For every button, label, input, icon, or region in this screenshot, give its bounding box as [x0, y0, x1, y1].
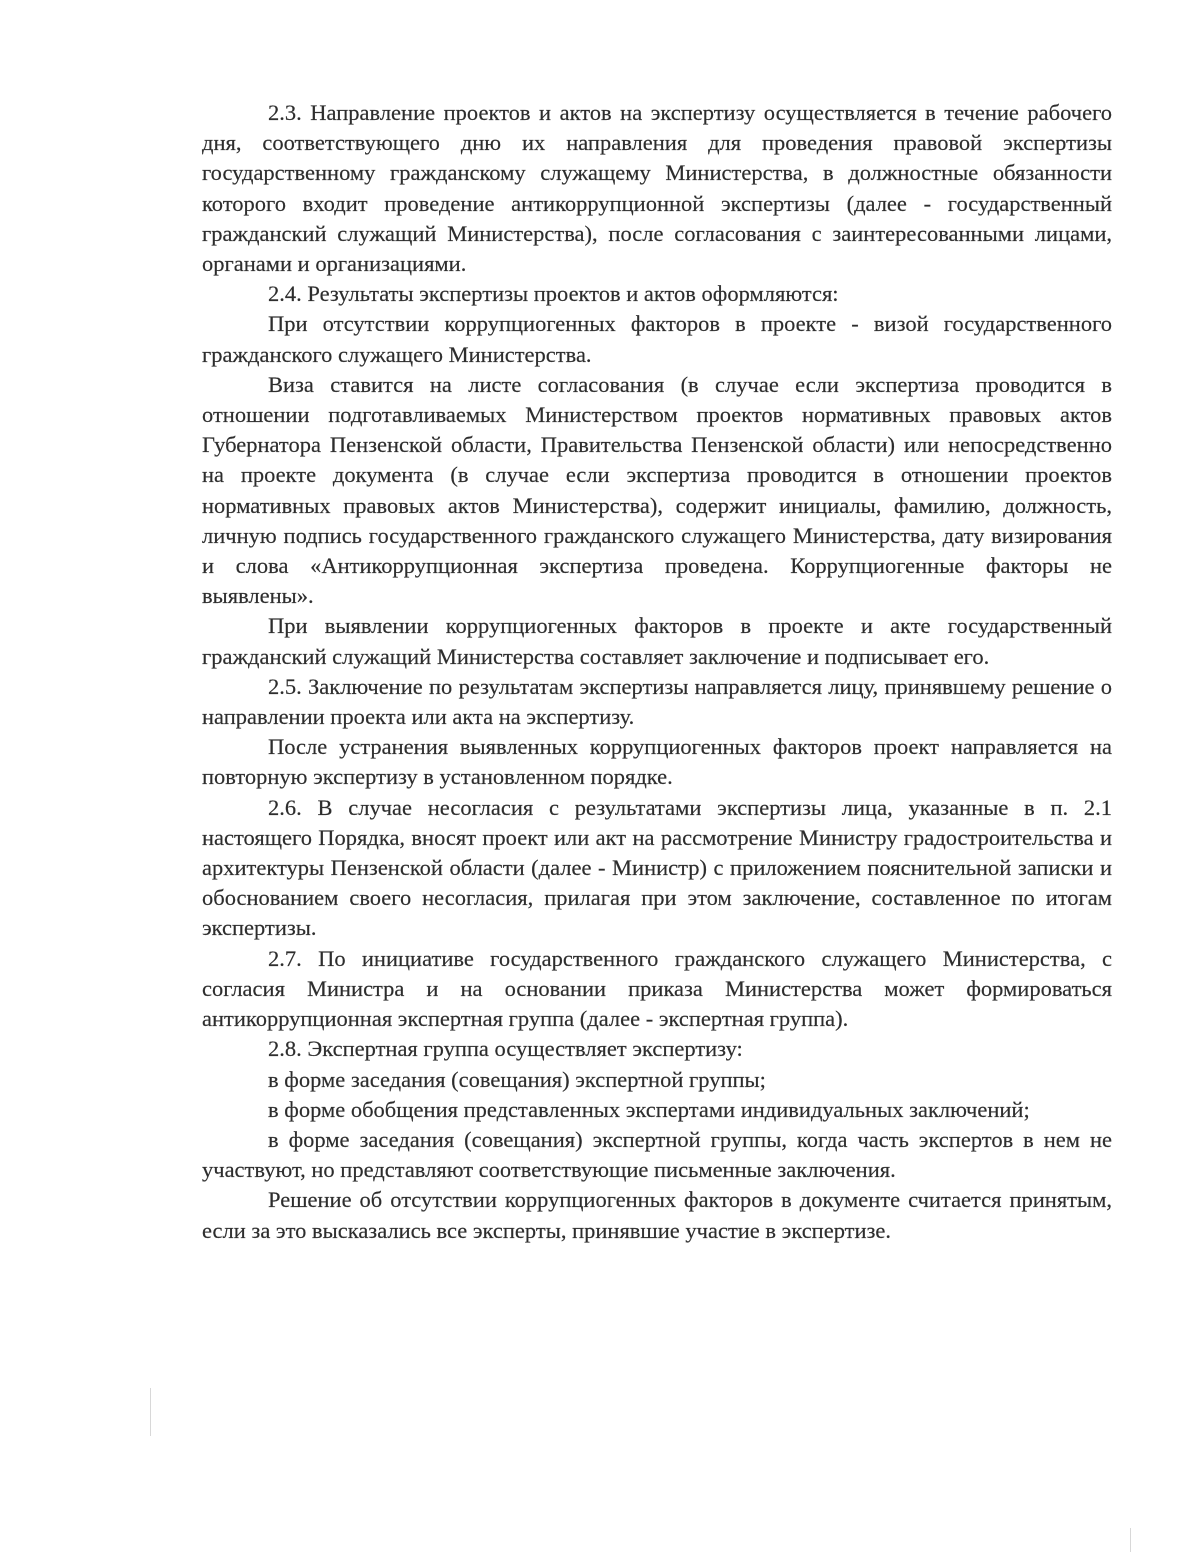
scan-edge-mark — [150, 1388, 151, 1436]
paragraph-no-factors: При отсутствии коррупциогенных факторов в проекте - визой государственного гражданского служащего Министерства. — [202, 311, 1112, 367]
document-body — [202, 98, 1112, 1246]
paragraph-factors-found: При выявлении коррупциогенных факторов в проекте и акте государственный гражданский служащий Министерства составляет заключение и подписывает его. — [202, 613, 1112, 669]
paragraph-2-5: 2.5. Заключение по результатам экспертизы направляется лицу, принявшему решение о направлении проекта или акта на экспертизу. — [202, 673, 1112, 730]
paragraph-visa: Виза ставится на листе согласования (в случае если экспертиза проводится в отношении подготавливаемых Министерством проектов нормативных правовых актов Губернатора Пензенской области, Правительства Пензенской области) или непосредственно на проекте документа (в случае если экспертиза проводится в отношении проектов нормативных правовых актов Министерства), содержит инициалы, фамилию, должность, личную подпись государственного гражданского служащего Министерства, дату визирования и слова «Антикоррупционная экспертиза проведена. Коррупциогенные факторы не выявлены». — [202, 371, 1112, 609]
paragraph-decision: Решение об отсутствии коррупциогенных факторов в документе считается принятым, если за это высказались все эксперты, принявшие участие в экспертизе. — [202, 1187, 1112, 1243]
paragraph-2-3: 2.3. Направление проектов и актов на экспертизу осуществляется в течение рабочего дня, соответствующего дню их направления для проведения правовой экспертизы государственному гражданскому служащему Министерства, в должностные обязанности которого входит проведение антикоррупционной экспертизы (далее - государственный гражданский служащий Министерства), после согласования с заинтересованными лицами, органами и организациями. — [202, 100, 1112, 277]
paragraph-2-7: 2.7. По инициативе государственного гражданского служащего Министерства, с согласия Министра и на основании приказа Министерства может формироваться антикоррупционная экспертная группа (далее - экспертная группа). — [202, 945, 1112, 1032]
list-item-partial-meeting: в форме заседания (совещания) экспертной группы, когда часть экспертов в нем не участвуют, но представляют соответствующие письменные заключения. — [202, 1126, 1112, 1183]
list-item-meeting: в форме заседания (совещания) экспертной группы; — [268, 1066, 766, 1092]
paragraph-re-expertise: После устранения выявленных коррупциогенных факторов проект направляется на повторную экспертизу в установленном порядке. — [202, 734, 1112, 790]
paragraph-2-4: 2.4. Результаты экспертизы проектов и актов оформляются: — [268, 281, 839, 307]
paragraph-2-8: 2.8. Экспертная группа осуществляет экспертизу: — [268, 1036, 743, 1062]
list-item-summary: в форме обобщения представленных экспертами индивидуальных заключений; — [268, 1096, 1030, 1122]
scan-edge-mark — [1130, 1528, 1131, 1552]
paragraph-2-6: 2.6. В случае несогласия с результатами экспертизы лица, указанные в п. 2.1 настоящего Порядка, вносят проект или акт на рассмотрение Министру градостроительства и архитектуры Пензенской области (далее - Министр) с приложением пояснительной записки и обоснованием своего несогласия, прилагая при этом заключение, составленное по итогам экспертизы. — [202, 794, 1112, 941]
